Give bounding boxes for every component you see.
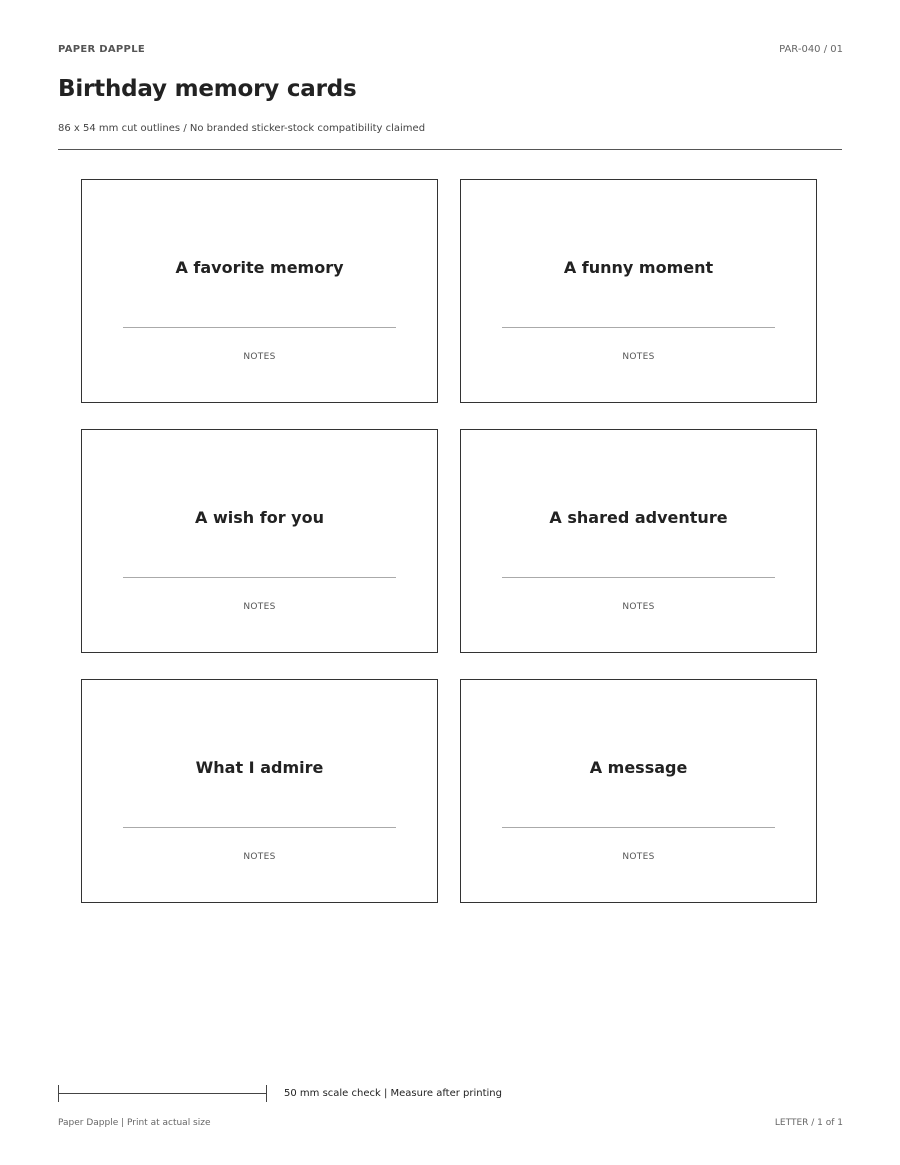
- document-id: PAR-040 / 01: [779, 44, 843, 55]
- page-title: Birthday memory cards: [58, 76, 357, 102]
- scale-check-bar: [58, 1085, 267, 1102]
- card-title: A favorite memory: [175, 258, 344, 277]
- footer-brand-note: Paper Dapple | Print at actual size: [58, 1118, 211, 1128]
- card-title: A message: [589, 758, 688, 777]
- memory-card: [81, 679, 438, 903]
- card-notes-label: NOTES: [622, 852, 655, 862]
- card-title: A wish for you: [195, 508, 324, 527]
- memory-card: [460, 429, 817, 653]
- card-writing-line: [502, 827, 775, 828]
- card-title: A shared adventure: [549, 508, 728, 527]
- card-notes-label: NOTES: [622, 602, 655, 612]
- header-divider: [58, 149, 842, 150]
- scale-bar-right-tick: [266, 1085, 267, 1102]
- memory-card: [460, 179, 817, 403]
- card-writing-line: [123, 327, 396, 328]
- card-writing-line: [502, 577, 775, 578]
- card-writing-line: [123, 577, 396, 578]
- card-writing-line: [502, 327, 775, 328]
- scale-bar-line: [58, 1093, 267, 1094]
- memory-card: [81, 179, 438, 403]
- card-title: What I admire: [195, 758, 324, 777]
- page-subtitle: 86 x 54 mm cut outlines / No branded sticker-stock compatibility claimed: [58, 123, 426, 134]
- card-notes-label: NOTES: [243, 352, 276, 362]
- footer-page-info: LETTER / 1 of 1: [774, 1118, 843, 1128]
- card-notes-label: NOTES: [243, 602, 276, 612]
- card-notes-label: NOTES: [622, 352, 655, 362]
- card-title: A funny moment: [563, 258, 714, 277]
- card-writing-line: [123, 827, 396, 828]
- memory-card: [460, 679, 817, 903]
- card-notes-label: NOTES: [243, 852, 276, 862]
- brand-name: PAPER DAPPLE: [58, 44, 145, 55]
- memory-card: [81, 429, 438, 653]
- scale-check-label: 50 mm scale check | Measure after printing: [284, 1088, 502, 1099]
